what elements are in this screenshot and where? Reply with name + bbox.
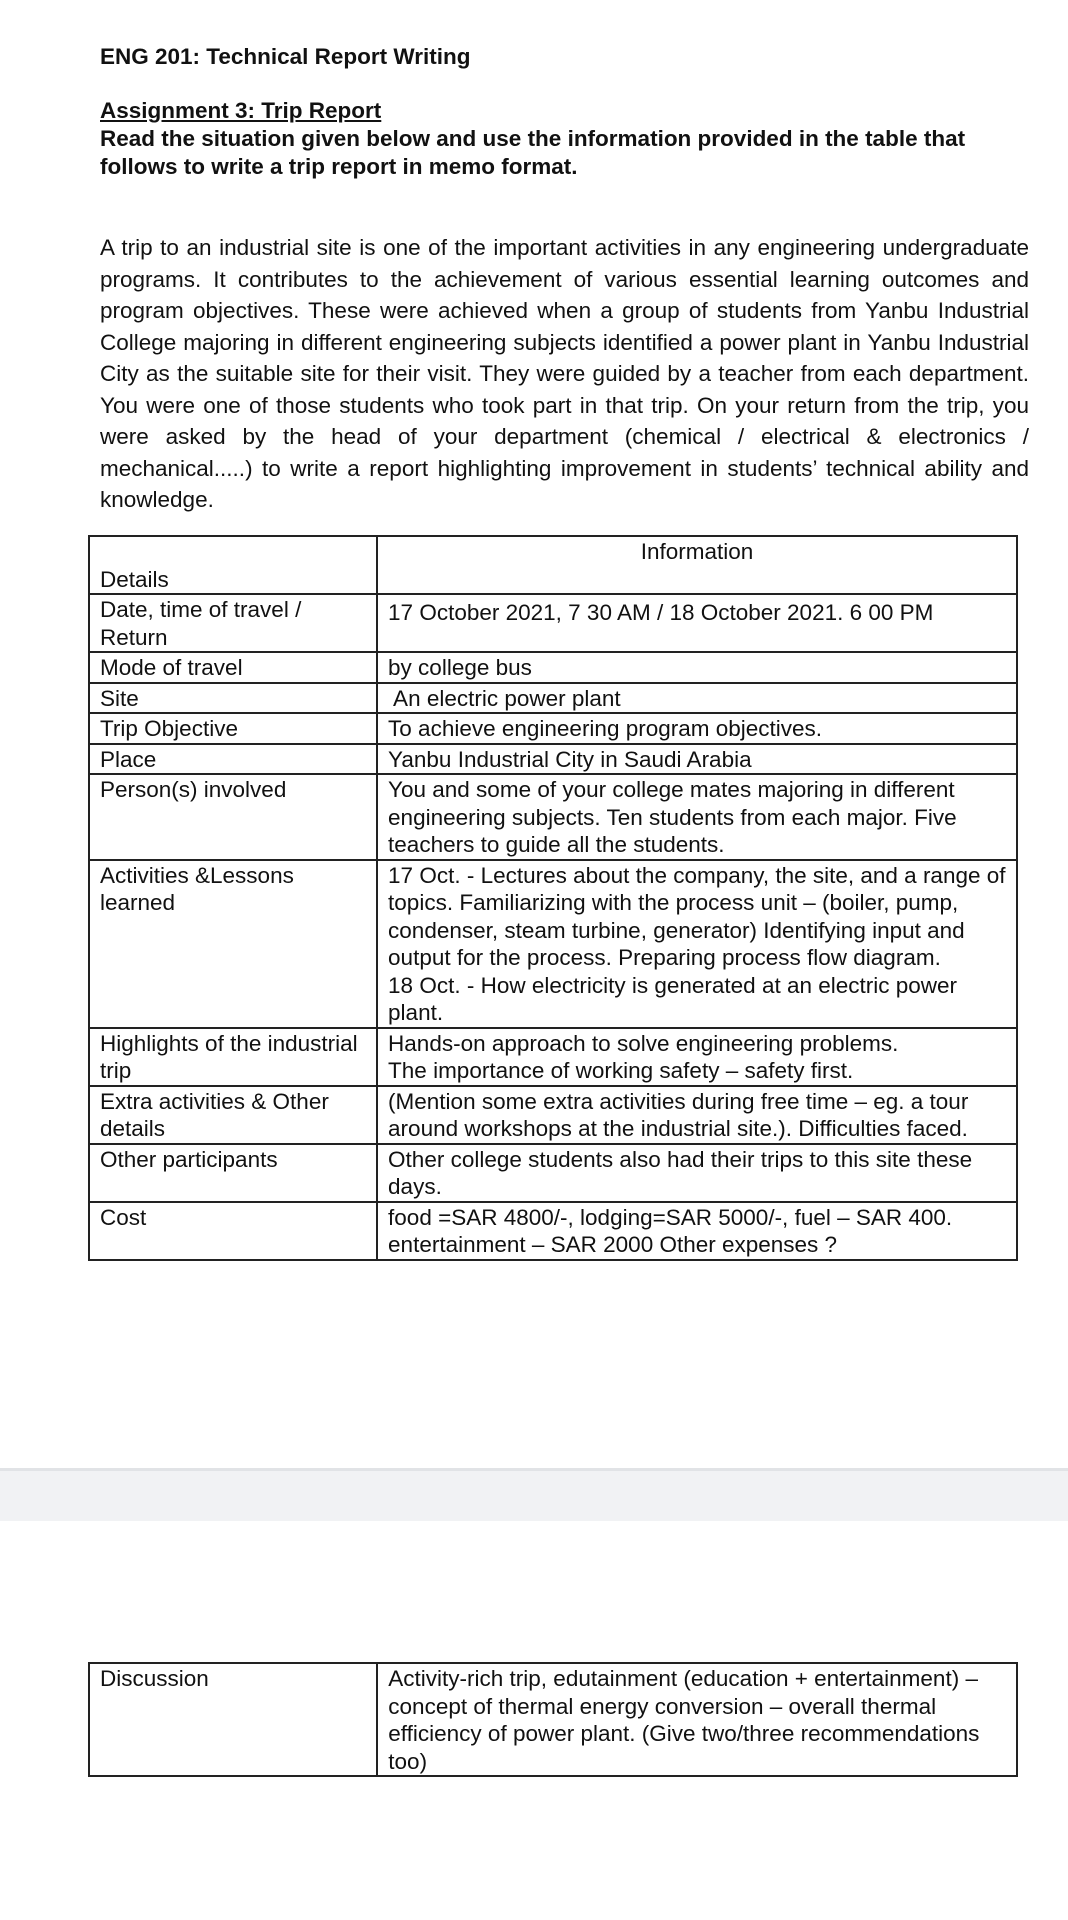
table-row [89, 1086, 1017, 1144]
row-label: Place [89, 744, 377, 775]
table-header-row [89, 536, 1017, 594]
activities-day-one: 17 Oct. - Lectures about the company, the site, and a range of topics. Familiarizing with the process unit – (boiler, pump, condenser, steam turbine, generator) Identifying input and output for the process. Preparing process flow diagram. [388, 862, 1006, 970]
row-value: food =SAR 4800/-, lodging=SAR 5000/-, fuel – SAR 400. entertainment – SAR 2000 Other expenses ? [377, 1202, 1017, 1260]
discussion-label: Discussion [89, 1663, 377, 1776]
row-label: Person(s) involved [89, 774, 377, 860]
table-row [89, 774, 1017, 860]
row-value: 17 October 2021, 7 30 AM / 18 October 2021. 6 00 PM [377, 594, 1017, 652]
row-label: Trip Objective [89, 713, 377, 744]
row-label: Date, time of travel / Return [89, 594, 377, 652]
row-value: An electric power plant [377, 683, 1017, 714]
row-value: Yanbu Industrial City in Saudi Arabia [377, 744, 1017, 775]
table-row [89, 1144, 1017, 1202]
course-title: ENG 201: Technical Report Writing [100, 44, 471, 69]
table-row [89, 744, 1017, 775]
row-label: Site [89, 683, 377, 714]
row-label: Other participants [89, 1144, 377, 1202]
highlight-one: Hands-on approach to solve engineering problems. [388, 1030, 899, 1056]
table-row [89, 1028, 1017, 1086]
table-row [89, 860, 1017, 1028]
assignment-title: Assignment 3: Trip Report [100, 98, 382, 123]
table-row [89, 713, 1017, 744]
highlight-two: The importance of working safety – safety first. [388, 1058, 854, 1083]
row-label: Cost [89, 1202, 377, 1260]
page-break-band [0, 1468, 1068, 1521]
trip-info-table [88, 535, 1018, 1261]
row-value: To achieve engineering program objectives. [377, 713, 1017, 744]
row-value: (Mention some extra activities during free time – eg. a tour around workshops at the industrial site.). Difficulties faced. [377, 1086, 1017, 1144]
row-label: Activities &Lessons learned [89, 860, 377, 1028]
instructions: Read the situation given below and use the information provided in the table that follows to write a trip report in memo format. [100, 126, 966, 179]
discussion-value: Activity-rich trip, edutainment (education + entertainment) – concept of thermal energy conversion – overall thermal efficiency of power plant. (Give two/three recommendations too) [377, 1663, 1017, 1776]
row-value-cell [377, 860, 1017, 1028]
table-row [89, 1663, 1017, 1776]
table-row [89, 594, 1017, 652]
header-information: Information [377, 536, 1017, 594]
table-row [89, 683, 1017, 714]
row-label: Highlights of the industrial trip [89, 1028, 377, 1086]
discussion-table [88, 1662, 1018, 1777]
row-value-cell [377, 1028, 1017, 1086]
situation-paragraph: A trip to an industrial site is one of the important activities in any engineering undergraduate programs. It contributes to the achievement of various essential learning outcomes and program objectives. These were achieved when a group of students from Yanbu Industrial College majoring in different engineering subjects identified a power plant in Yanbu Industrial City as the suitable site for their visit. They were guided by a teacher from each department. You were one of those students who took part in that trip. On your return from the trip, you were asked by the head of your department (chemical / electrical & electronics / mechanical.....) to write a report highlighting improvement in students’ technical ability and knowledge. [100, 235, 1029, 512]
row-value: by college bus [377, 652, 1017, 683]
activities-day-two: 18 Oct. - How electricity is generated at an electric power plant. [388, 972, 958, 1025]
row-label: Mode of travel [89, 652, 377, 683]
header-details: Details [89, 536, 377, 594]
table-row [89, 1202, 1017, 1260]
row-value: You and some of your college mates majoring in different engineering subjects. Ten students from each major. Five teachers to guide all the students. [377, 774, 1017, 860]
row-label: Extra activities & Other details [89, 1086, 377, 1144]
row-value: Other college students also had their trips to this site these days. [377, 1144, 1017, 1202]
table-row [89, 652, 1017, 683]
